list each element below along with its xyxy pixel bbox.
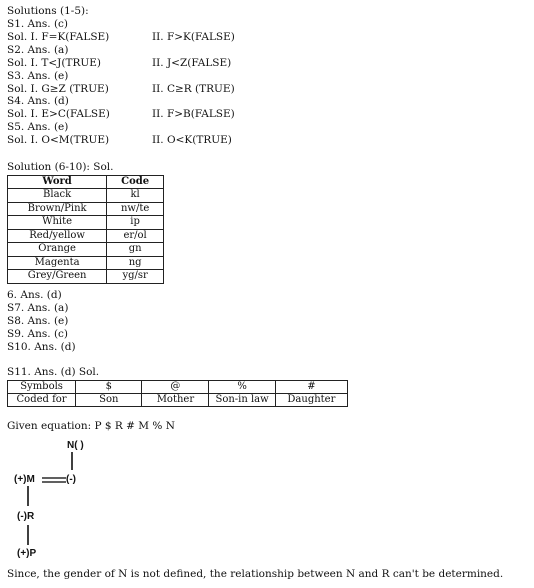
solution-line: S2. Ans. (a) [7,43,69,56]
node-n: N( ) [67,440,84,451]
solution-line: Sol. I. F=K(FALSE) [7,30,110,43]
solution-line-part2: II. F>B(FALSE) [152,108,235,121]
node-m: (+)M [14,474,35,485]
answer-line: 6. Ans. (d) [7,289,62,301]
word-cell: Red/yellow [8,229,107,243]
solutions-1-5-title: Solutions (1-5): [7,5,89,17]
coded-cell: Coded for [8,394,76,407]
solution-line: Sol. I. G≥Z (TRUE) [7,82,109,95]
symbol-cell: $ [76,381,142,394]
node-p: (+)P [17,548,37,559]
coded-cell: Son-in law [209,394,275,407]
code-cell: ng [107,256,164,270]
solution-line: Sol. I. T<J(TRUE) [7,56,101,69]
conclusion-text: Since, the gender of N is not defined, the relationship between N and R can't be determined. [7,568,504,580]
solution-line: S3. Ans. (e) [7,69,69,82]
word-cell: Brown/Pink [8,202,107,216]
symbol-cell: # [275,381,347,394]
node-r: (-)R [17,511,35,522]
code-cell: er/ol [107,229,164,243]
code-cell: yg/sr [107,270,164,284]
solution-line: Sol. I. O<M(TRUE) [7,134,110,147]
solution-line-part2: II. C≥R (TRUE) [152,82,235,95]
word-header: Word [8,176,107,189]
code-header: Code [107,176,164,189]
word-cell: Orange [8,243,107,257]
s11-title: S11. Ans. (d) Sol. [7,366,100,378]
node-m-spouse: (-) [66,474,76,485]
coded-cell: Son [76,394,142,407]
answer-line: S9. Ans. (c) [7,327,69,340]
answer-line: S8. Ans. (e) [7,314,69,327]
symbol-cell: Symbols [8,381,76,394]
symbol-cell: % [209,381,275,394]
coded-cell: Mother [142,394,209,407]
solution-line-part2: II. J<Z(FALSE) [152,56,232,69]
solution-line: Sol. I. E>C(FALSE) [7,108,110,121]
code-cell: kl [107,189,164,203]
code-cell: nw/te [107,202,164,216]
symbol-cell: @ [142,381,209,394]
solution-line-part2: II. F>K(FALSE) [152,30,235,43]
solution-line: S4. Ans. (d) [7,95,69,108]
answer-line: S7. Ans. (a) [7,301,69,314]
solution-6-10-title: Solution (6-10): Sol. [7,161,114,173]
word-cell: White [8,216,107,230]
given-equation: Given equation: P $ R # M % N [7,420,175,432]
coded-cell: Daughter [275,394,347,407]
solution-line: S1. Ans. (c) [7,18,69,30]
answer-line: S10. Ans. (d) [7,340,76,353]
code-cell: ip [107,216,164,230]
word-cell: Magenta [8,256,107,270]
solution-line: S5. Ans. (e) [7,121,69,134]
word-cell: Grey/Green [8,270,107,284]
solution-line-part2: II. O<K(TRUE) [152,134,232,147]
word-cell: Black [8,189,107,203]
code-cell: gn [107,243,164,257]
